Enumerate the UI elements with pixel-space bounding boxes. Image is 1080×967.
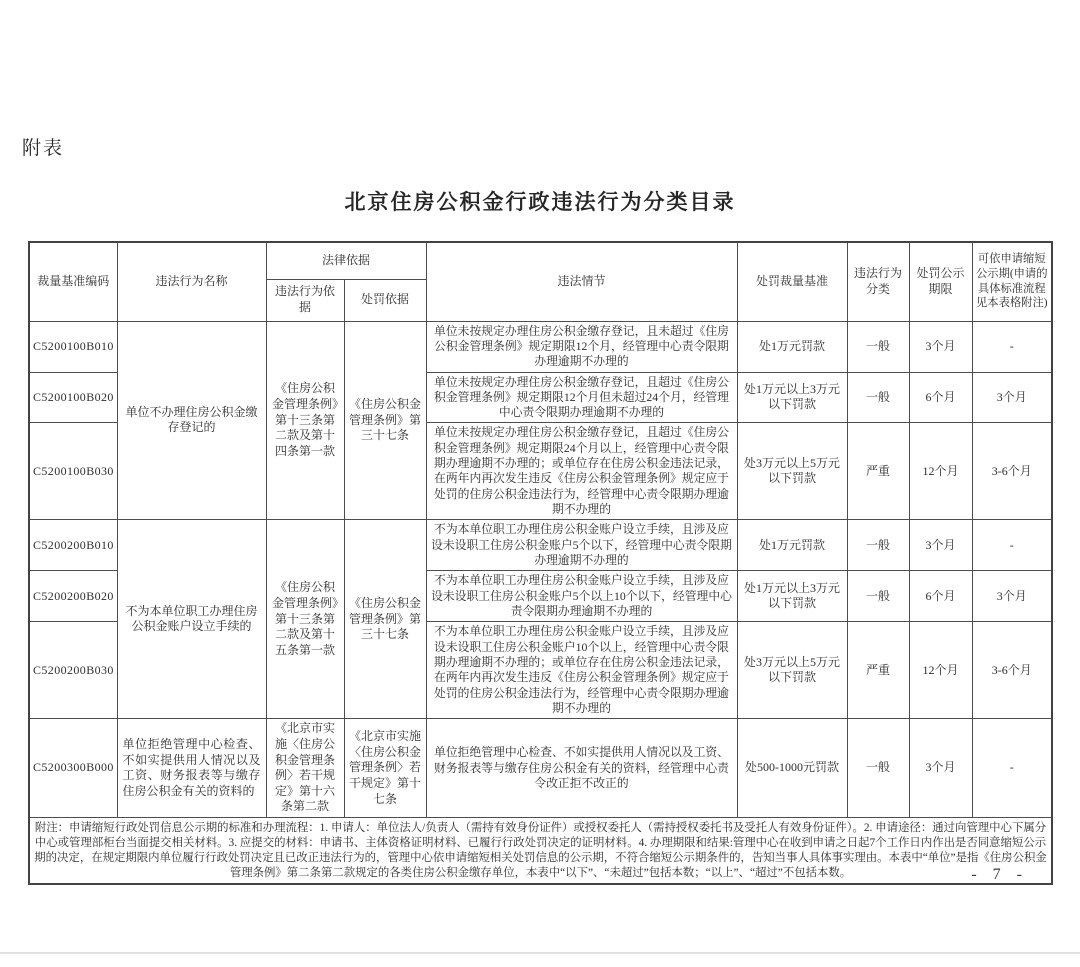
cell-period: 6个月: [909, 571, 972, 622]
violation-catalog-table: [28, 241, 1053, 885]
cell-circumstance: 单位未按规定办理住房公积金缴存登记，且超过《住房公积金管理条例》规定期限24个月以上，经管理中心责令限期办理逾期不办理的；或单位存在住房公积金违法记录，在两年内再次发生违反《住房公积金管理条例》规定应于处罚的住房公积金违法行为，经管理中心责令限期办理逾期不办理的: [426, 423, 737, 520]
cell-violation-name: 不为本单位职工办理住房公积金账户设立手续的: [117, 520, 266, 719]
cell-penalty: 处3万元以上5万元以下罚款: [737, 622, 847, 719]
cell-penalty-basis: 《住房公积金管理条例》第三十七条: [344, 520, 426, 719]
cell-shorten: 3-6个月: [972, 622, 1052, 719]
footnote-row: [29, 817, 1052, 884]
cell-period: 12个月: [909, 622, 972, 719]
cell-period: 6个月: [909, 372, 972, 423]
cell-code: C5200200B030: [29, 622, 117, 719]
cell-period: 3个月: [909, 321, 972, 372]
header-penalty-basis: 处罚依据: [344, 279, 426, 321]
cell-classification: 严重: [847, 622, 909, 719]
header-shorten-period: 可依申请缩短公示期(申请的具体标准流程见本表格附注): [972, 242, 1052, 321]
cell-violation-basis: 《住房公积金管理条例》第十三条第二款及第十五条第一款: [266, 520, 344, 719]
bottom-divider: [0, 952, 1080, 954]
cell-penalty: 处1万元以上3万元以下罚款: [737, 372, 847, 423]
cell-shorten: -: [972, 520, 1052, 571]
cell-classification: 一般: [847, 372, 909, 423]
cell-violation-name: 单位拒绝管理中心检查、不如实提供用人情况以及工资、财务报表等与缴存住房公积金有关的资料的: [117, 719, 266, 818]
header-circumstance: 违法情节: [426, 242, 737, 321]
cell-penalty-basis: 《住房公积金管理条例》第三十七条: [344, 321, 426, 520]
cell-penalty: 处1万元罚款: [737, 520, 847, 571]
table-row: [29, 520, 1052, 571]
cell-code: C5200100B010: [29, 321, 117, 372]
cell-shorten: 3个月: [972, 372, 1052, 423]
page-title: 北京住房公积金行政违法行为分类目录: [344, 190, 736, 214]
header-legal-basis: 法律依据: [266, 242, 426, 279]
cell-classification: 严重: [847, 423, 909, 520]
header-code: 裁量基准编码: [29, 242, 117, 321]
cell-circumstance: 不为本单位职工办理住房公积金账户设立手续，且涉及应设未设职工住房公积金账户5个以上10个以下，经管理中心责令限期办理逾期不办理的: [426, 571, 737, 622]
table-row: [29, 719, 1052, 818]
cell-shorten: -: [972, 719, 1052, 818]
cell-code: C5200200B020: [29, 571, 117, 622]
header-penalty-benchmark: 处罚裁量基准: [737, 242, 847, 321]
header-violation-basis: 违法行为依据: [266, 279, 344, 321]
cell-penalty-basis: 《北京市实施〈住房公积金管理条例〉若干规定》第十七条: [344, 719, 426, 818]
cell-code: C5200300B000: [29, 719, 117, 818]
cell-classification: 一般: [847, 321, 909, 372]
cell-code: C5200100B020: [29, 372, 117, 423]
cell-circumstance: 单位拒绝管理中心检查、不如实提供用人情况以及工资、财务报表等与缴存住房公积金有关的资料，经管理中心责令改正拒不改正的: [426, 719, 737, 818]
table-footnote: 附注：申请缩短行政处罚信息公示期的标准和办理流程：1. 申请人：单位法人/负责人（需持有效身份证件）或授权委托人（需持授权委托书及受托人有效身份证件）。2. 申请途径：通过向管理中心下属分中心或管理部柜台当面提交相关材料。3. 应提交的材料：申请书、主体资格证明材料、已履行行政处罚决定的证明材料。4. 办理期限和结果:管理中心在收到申请之日起7个工作日内作出是否同意缩短公示期的决定，在规定期限内单位履行行政处罚决定且已改正违法行为的，管理中心依申请缩短相关处罚信息的公示期，不符合缩短公示期条件的，告知当事人具体事实理由。本表中“单位”是指《住房公积金管理条例》第二条第二款规定的各类住房公积金缴存单位，本表中“以下”、“未超过”包括本数；“以上”、“超过”不包括本数。: [29, 817, 1052, 884]
cell-classification: 一般: [847, 520, 909, 571]
cell-code: C5200200B010: [29, 520, 117, 571]
cell-violation-basis: 《北京市实施〈住房公积金管理条例〉若干规定》第十六条第二款: [266, 719, 344, 818]
header-publicity-period: 处罚公示期限: [909, 242, 972, 321]
table-row: [29, 321, 1052, 372]
cell-circumstance: 单位未按规定办理住房公积金缴存登记，且超过《住房公积金管理条例》规定期限12个月但未超过24个月，经管理中心责令限期办理逾期不办理的: [426, 372, 737, 423]
cell-circumstance: 单位未按规定办理住房公积金缴存登记，且未超过《住房公积金管理条例》规定期限12个月，经管理中心责令限期办理逾期不办理的: [426, 321, 737, 372]
table-header-row-1: [29, 242, 1052, 279]
cell-shorten: -: [972, 321, 1052, 372]
page-number: - 7 -: [971, 866, 1028, 883]
header-classification: 违法行为分类: [847, 242, 909, 321]
cell-violation-basis: 《住房公积金管理条例》第十三条第二款及第十四条第一款: [266, 321, 344, 520]
cell-classification: 一般: [847, 719, 909, 818]
cell-period: 12个月: [909, 423, 972, 520]
cell-shorten: 3个月: [972, 571, 1052, 622]
cell-penalty: 处1万元罚款: [737, 321, 847, 372]
cell-penalty: 处500-1000元罚款: [737, 719, 847, 818]
cell-period: 3个月: [909, 520, 972, 571]
cell-violation-name: 单位不办理住房公积金缴存登记的: [117, 321, 266, 520]
cell-period: 3个月: [909, 719, 972, 818]
cell-circumstance: 不为本单位职工办理住房公积金账户设立手续，且涉及应设未设职工住房公积金账户10个以上，经管理中心责令限期办理逾期不办理的；或单位存在住房公积金违法记录，在两年内再次发生违反《住房公积金管理条例》规定应于处罚的住房公积金违法行为，经管理中心责令限期办理逾期不办理的: [426, 622, 737, 719]
cell-penalty: 处1万元以上3万元以下罚款: [737, 571, 847, 622]
attachment-label: 附表: [22, 138, 65, 159]
cell-penalty: 处3万元以上5万元以下罚款: [737, 423, 847, 520]
cell-circumstance: 不为本单位职工办理住房公积金账户设立手续，且涉及应设未设职工住房公积金账户5个以下，经管理中心责令限期办理逾期不办理的: [426, 520, 737, 571]
cell-classification: 一般: [847, 571, 909, 622]
cell-shorten: 3-6个月: [972, 423, 1052, 520]
header-violation-name: 违法行为名称: [117, 242, 266, 321]
cell-code: C5200100B030: [29, 423, 117, 520]
